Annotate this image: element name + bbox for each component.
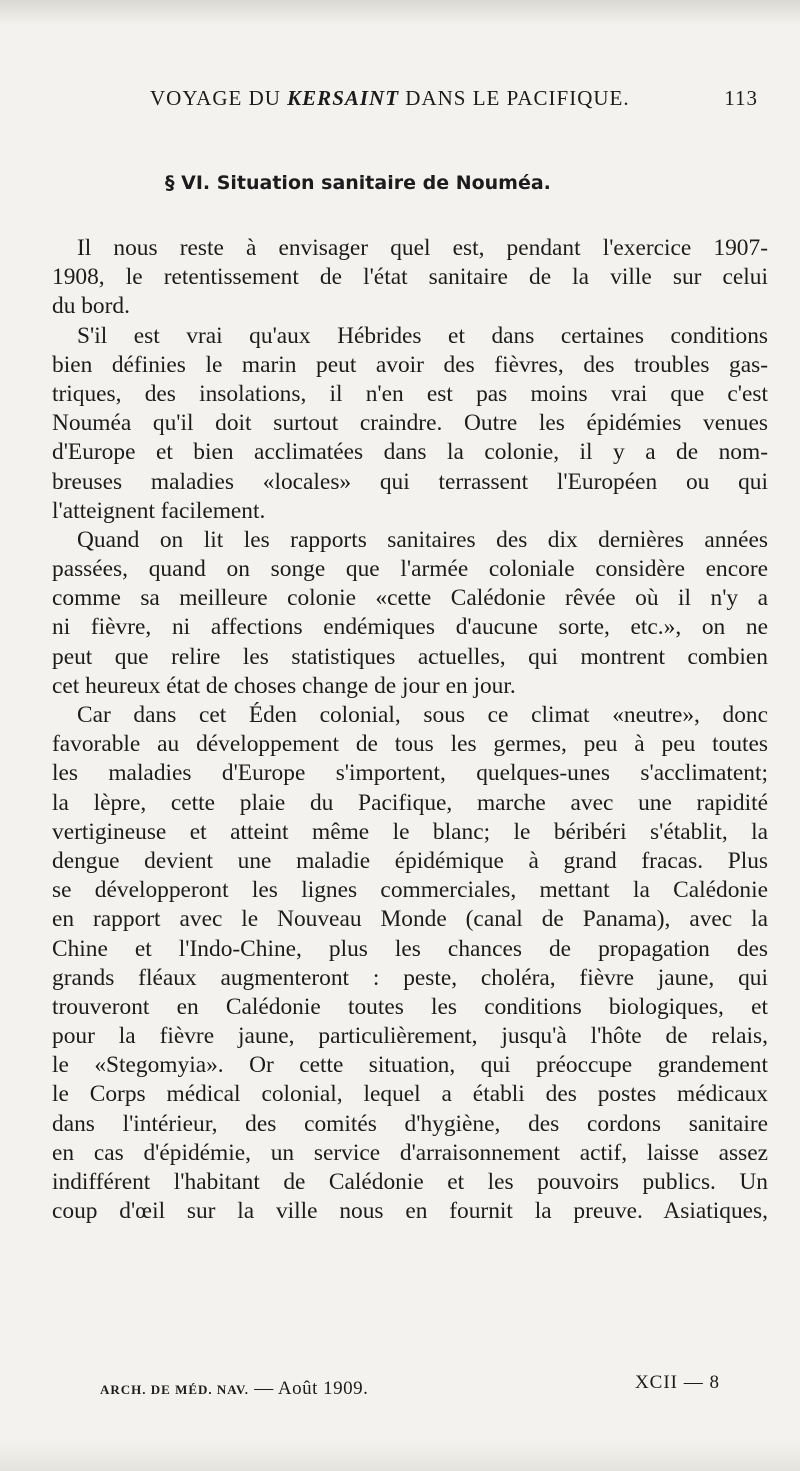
- running-head-title: [150, 86, 630, 111]
- running-head-title-end: DANS LE PACIFIQUE.: [399, 86, 630, 110]
- text-line: Chine et l'Indo-Chine, plus les chances de propagation des: [52, 935, 768, 962]
- ship-name: KERSAINT: [287, 86, 400, 110]
- journal-abbrev: ARCH. DE MÉD. NAV.: [100, 1382, 249, 1397]
- text-line: pour la fièvre jaune, particulièrement, jusqu'à l'hôte de relais,: [52, 1023, 768, 1050]
- text-line: comme sa meilleure colonie «cette Calédonie rêvée où il n'y a: [52, 585, 768, 612]
- text-line: les maladies d'Europe s'importent, quelques-unes s'acclimatent;: [52, 760, 768, 787]
- text-line: ni fièvre, ni affections endémiques d'aucune sorte, etc.», on ne: [52, 614, 768, 641]
- scan-bottom-edge: [0, 1441, 800, 1471]
- text-line: 1908, le retentissement de l'état sanitaire de la ville sur celui: [52, 264, 768, 291]
- text-line: triques, des insolations, il n'en est pas moins vrai que c'est: [52, 380, 768, 407]
- text-line: indifférent l'habitant de Calédonie et les pouvoirs publics. Un: [52, 1169, 768, 1195]
- text-line: dengue devient une maladie épidémique à grand fracas. Plus: [52, 847, 768, 874]
- text-line: trouveront en Calédonie toutes les conditions biologiques, et: [52, 993, 768, 1020]
- text-line: coup d'œil sur la ville nous en fournit la preuve. Asiatiques,: [52, 1198, 768, 1225]
- text-line: en rapport avec le Nouveau Monde (canal de Panama), avec la: [52, 906, 768, 933]
- text-line: dans l'intérieur, des comités d'hygiène, des cordons sanitaire: [52, 1110, 768, 1137]
- text-line: passées, quand on songe que l'armée coloniale considère encore: [52, 556, 768, 583]
- text-line: breuses maladies «locales» qui terrassent l'Européen ou qui: [52, 468, 768, 495]
- page-number: 113: [724, 86, 758, 110]
- text-line: en cas d'épidémie, un service d'arraisonnement actif, laisse assez: [52, 1139, 768, 1166]
- scan-top-edge: [0, 0, 800, 26]
- text-line: d'Europe et bien acclimatées dans la colonie, il y a de nom-: [52, 439, 768, 466]
- text-line: Nouméa qu'il doit surtout craindre. Outre les épidémies venues: [52, 410, 768, 437]
- text-line: se développeront les lignes commerciales, mettant la Calédonie: [52, 877, 768, 904]
- journal-citation: [100, 1378, 368, 1399]
- signature-mark: XCII — 8: [634, 1372, 720, 1393]
- text-line: l'atteignent facilement.: [52, 497, 266, 524]
- text-line: bien définies le marin peut avoir des fièvres, des troubles gas-: [52, 351, 768, 378]
- text-line: peut que relire les statistiques actuelles, qui montrent combien: [52, 643, 768, 670]
- text-line: vertigineuse et atteint même le blanc; le béribéri s'établit, la: [52, 818, 768, 845]
- text-line: cet heureux état de choses change de jour en jour.: [52, 672, 516, 699]
- text-line: S'il est vrai qu'aux Hébrides et dans certaines conditions: [77, 322, 768, 349]
- text-line: grands fléaux augmenteront : peste, choléra, fièvre jaune, qui: [52, 964, 768, 991]
- text-line: favorable au développement de tous les germes, peu à peu toutes: [52, 731, 768, 758]
- body-text: [52, 234, 768, 1226]
- journal-date: — Août 1909.: [254, 1378, 369, 1399]
- text-line: Il nous reste à envisager quel est, pendant l'exercice 1907-: [77, 235, 768, 261]
- text-line: du bord.: [52, 293, 130, 320]
- running-head: [150, 86, 770, 111]
- running-head-title-start: VOYAGE DU: [150, 86, 288, 110]
- text-line: le «Stegomyia». Or cette situation, qui préoccupe grandement: [52, 1052, 768, 1079]
- page-footer: [100, 1372, 720, 1400]
- text-line: Car dans cet Éden colonial, sous ce climat «neutre», donc: [77, 702, 768, 728]
- text-line: la lèpre, cette plaie du Pacifique, marche avec une rapidité: [52, 789, 768, 816]
- text-line: le Corps médical colonial, lequel a établi des postes médicaux: [52, 1081, 768, 1108]
- section-heading: § VI. Situation sanitaire de Nouméa.: [165, 172, 551, 194]
- text-line: Quand on lit les rapports sanitaires des dix dernières années: [77, 526, 768, 553]
